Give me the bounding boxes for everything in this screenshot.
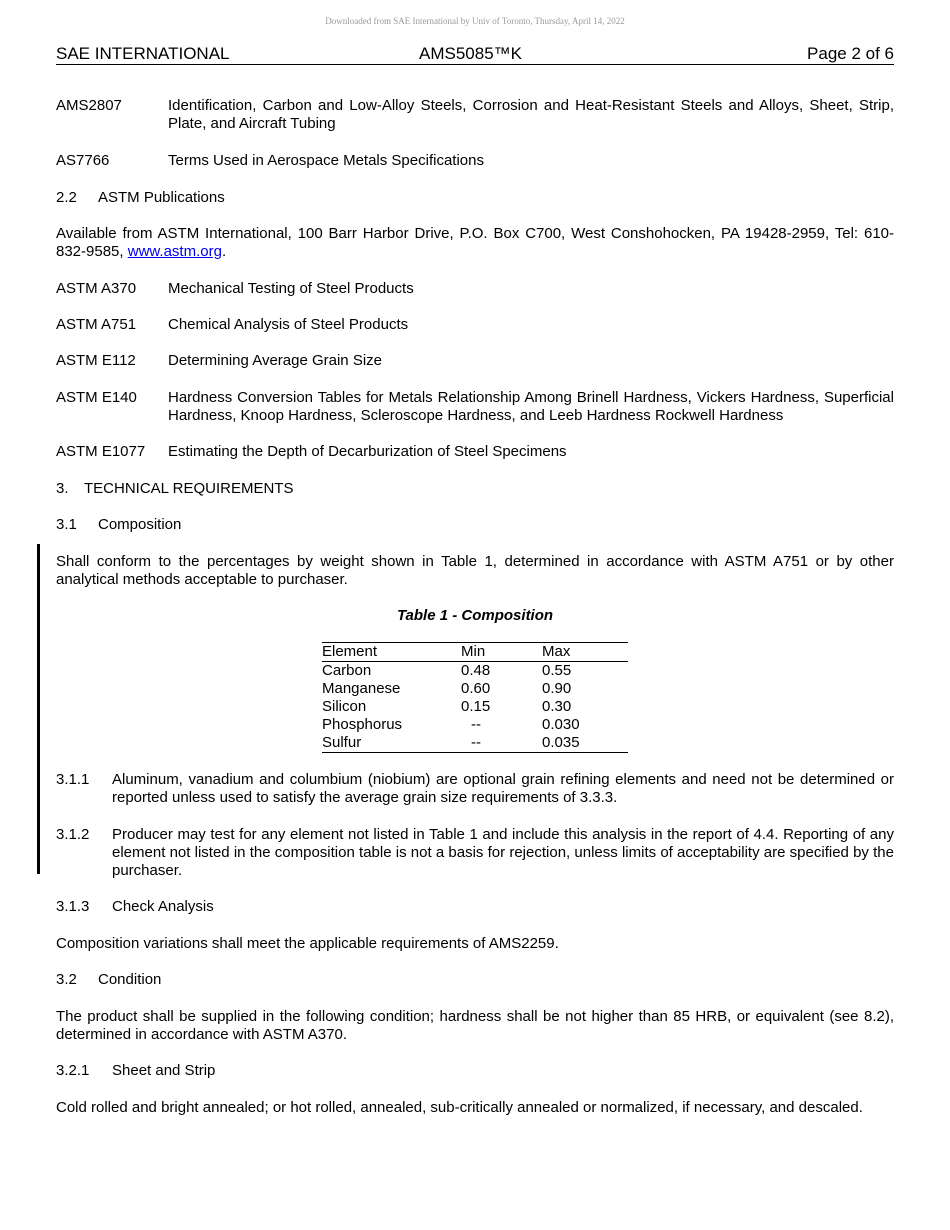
table-cell: -- <box>471 716 481 733</box>
table-cell: 0.30 <box>542 698 572 715</box>
astm-availability-paragraph <box>56 225 894 261</box>
ref-code: AS7766 <box>56 152 110 169</box>
section-number: 3.1 <box>56 516 77 533</box>
section-number: 2.2 <box>56 189 77 206</box>
section-number: 3.2.1 <box>56 1062 90 1079</box>
column-header: Min <box>461 643 542 662</box>
revision-change-bar <box>37 544 40 874</box>
download-watermark: Downloaded from SAE International by Univ of Toronto, Thursday, April 14, 2022 <box>325 16 625 26</box>
table-cell: Carbon <box>322 662 372 679</box>
section-number: 3.1.3 <box>56 898 90 915</box>
table-caption: Table 1 - Composition <box>396 607 554 624</box>
section-number: 3.2 <box>56 971 77 988</box>
ref-code: ASTM A370 <box>56 280 137 297</box>
ref-title: Terms Used in Aerospace Metals Specifications <box>168 152 484 169</box>
section-heading: Composition <box>98 516 182 533</box>
astm-availability-text: Available from ASTM International, 100 Barr Harbor Drive, P.O. Box C700, West Conshohocken, PA 19428-2959, Tel: 610-832-9585, <box>56 225 894 260</box>
table-cell: 0.60 <box>461 680 491 697</box>
ref-code: ASTM E1077 <box>56 443 146 460</box>
astm-website-link[interactable]: www.astm.org <box>127 243 222 260</box>
header-org: SAE INTERNATIONAL <box>56 44 230 63</box>
ref-code: ASTM E140 <box>56 389 137 406</box>
table-cell: Manganese <box>322 680 401 697</box>
column-header: Element <box>322 643 461 662</box>
page-header <box>56 44 894 65</box>
ref-title: Identification, Carbon and Low-Alloy Steels, Corrosion and Heat-Resistant Steels and Alloys, Sheet, Strip, Plate, and Aircraft Tubing <box>168 97 894 132</box>
ref-code: AMS2807 <box>56 97 122 114</box>
ref-title: Chemical Analysis of Steel Products <box>168 316 409 333</box>
table-cell: 0.030 <box>542 716 580 733</box>
producer-test-paragraph: Producer may test for any element not listed in Table 1 and include this analysis in the report of 4.4. Reporting of any element not listed in the composition table is not a basis for rejection, unless limits of acceptability are specified by the purchaser. <box>112 826 894 879</box>
table-cell: 0.48 <box>461 662 491 679</box>
header-doc-number: AMS5085™K <box>419 44 522 63</box>
table-row <box>322 716 628 734</box>
ref-code: ASTM E112 <box>56 352 136 369</box>
table-header-row <box>322 643 628 662</box>
sheet-strip-paragraph: Cold rolled and bright annealed; or hot rolled, annealed, sub-critically annealed or normalized, if necessary, and descaled. <box>56 1099 863 1116</box>
section-heading: Condition <box>98 971 162 988</box>
table-cell: Phosphorus <box>322 716 403 733</box>
ref-title: Determining Average Grain Size <box>168 352 382 369</box>
header-page-number: Page 2 of 6 <box>807 44 894 63</box>
ref-title: Estimating the Depth of Decarburization of Steel Specimens <box>168 443 567 460</box>
grain-refining-paragraph: Aluminum, vanadium and columbium (niobium) are optional grain refining elements and need not be determined or reported unless used to satisfy the average grain size requirements of 3.3.3. <box>112 771 894 806</box>
table-cell: 0.15 <box>461 698 491 715</box>
ref-code: ASTM A751 <box>56 316 137 333</box>
ref-title: Mechanical Testing of Steel Products <box>168 280 414 297</box>
table-cell: -- <box>461 734 542 753</box>
section-number: 3. <box>56 480 69 497</box>
availability-period: . <box>221 243 227 260</box>
composition-paragraph: Shall conform to the percentages by weight shown in Table 1, determined in accordance with ASTM A751 or by other analytical methods acceptable to purchaser. <box>56 553 894 588</box>
table-cell: 0.55 <box>542 662 572 679</box>
section-heading: Sheet and Strip <box>112 1062 216 1079</box>
table-row <box>322 680 628 698</box>
table-cell: 0.90 <box>542 680 572 697</box>
section-heading: TECHNICAL REQUIREMENTS <box>84 480 294 497</box>
table-row <box>322 662 628 681</box>
condition-paragraph: The product shall be supplied in the following condition; hardness shall be not higher than 85 HRB, or equivalent (see 8.2), determined in accordance with ASTM A370. <box>56 1008 894 1043</box>
table-cell: Silicon <box>322 698 367 715</box>
ref-title: Hardness Conversion Tables for Metals Relationship Among Brinell Hardness, Vickers Hardness, Superficial Hardness, Knoop Hardness, Scleroscope Hardness, and Leeb Hardness Rockwell Hardness <box>168 389 894 424</box>
composition-table <box>322 642 628 753</box>
section-number: 3.1.2 <box>56 826 90 843</box>
check-analysis-paragraph: Composition variations shall meet the applicable requirements of AMS2259. <box>56 935 559 952</box>
table-row <box>322 698 628 716</box>
section-heading: Check Analysis <box>112 898 214 915</box>
table-row <box>322 734 628 753</box>
section-number: 3.1.1 <box>56 771 90 788</box>
table-cell: Sulfur <box>322 734 461 753</box>
column-header: Max <box>542 643 628 662</box>
table-cell: 0.035 <box>542 734 628 753</box>
section-heading: ASTM Publications <box>98 189 225 206</box>
